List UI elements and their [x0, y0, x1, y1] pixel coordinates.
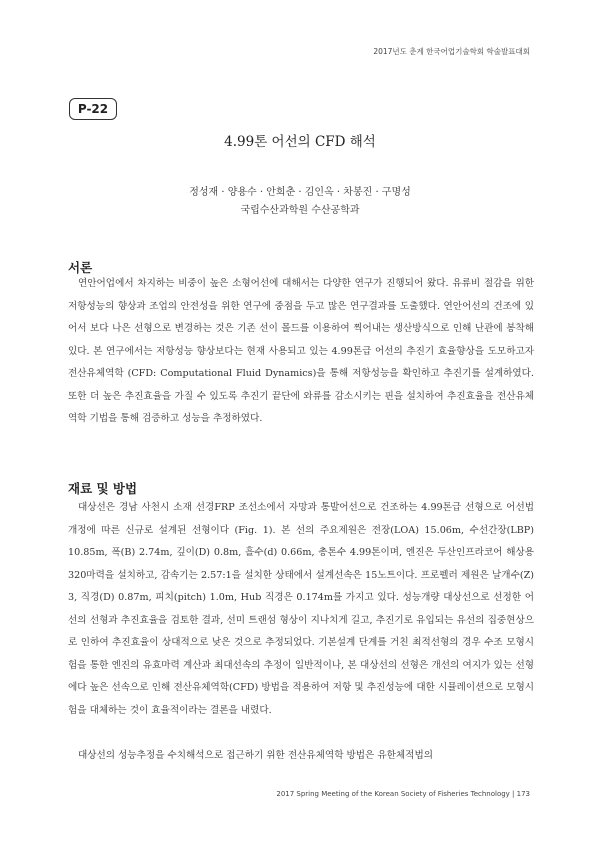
author-block [0, 184, 600, 220]
methods-paragraph-1: 대상선은 경남 사천시 소재 선경FRP 조선소에서 자망과 통발어선으로 건조하는 4.99톤급 선형으로 어선법 개정에 따른 신규로 설계된 선형이다 (Fig. 1). 본 선의 주요제원은 전장(LOA) 15.06m, 수선간장(LBP) 10.85m, 폭(B) 2.74m, 깊이(D) 0.8m, 흘수(d) 0.66m, 총톤수 4.99톤이며, 엔진은 두산인프라코어 해상용 320마력을 설치하고, 감속기는 2.57:1을 설치한 상태에서 설계선속은 15노트이다. 프로펠러 제원은 날개수(Z) 3, 직경(D) 0.87m, 피치(pitch) 1.0m, Hub 직경은 0.174m를 가지고 있다. 성능개량 대상선으로 선정한 어선의 선형과 추진효율을 검토한 결과, 선미 트랜섬 형상이 지나치게 길고, 추진기로 유입되는 유선의 집중현상으로 인하여 추진효율이 상대적으로 낮은 것으로 추정되었다. 기본설계 단계를 거친 최적선형의 경우 수조 모형시험을 통한 엔진의 유효마력 계산과 최대선속의 추정이 일반적이나, 본 대상선의 선형은 개선의 여지가 있는 선형에다 높은 선속으로 인해 전산유체역학(CFD) 방법을 적용하여 저항 및 추진성능에 대한 시뮬레이션으로 모형시험을 대체하는 것이 효율적이라는 결론을 내렸다. [68, 502, 534, 716]
poster-number-tag: P-22 [69, 98, 117, 120]
affiliation: 국립수산과학원 수산공학과 [240, 205, 360, 216]
introduction-paragraph: 연안어업에서 차지하는 비중이 높은 소형어선에 대해서는 다양한 연구가 진행되어 왔다. 유류비 절감을 위한 저항성능의 향상과 조업의 안전성을 위한 연구에 중점을 두고 많은 연구결과를 도출했다. 연안어선의 건조에 있어서 보다 나은 선형으로 변경하는 것은 기존 선이 몰드를 이용하여 찍어내는 생산방식으로 인해 난관에 봉착해있다. 본 연구에서는 저항성능 향상보다는 현재 사용되고 있는 4.99톤급 어선의 추진기 효율향상을 도모하고자 전산유체역학 (CFD: Computational Fluid Dynamics)을 통해 저항성능을 확인하고 추진기를 설계하였다. 또한 더 높은 추진효율을 가질 수 있도록 추진기 끝단에 와류를 감소시키는 핀을 설치하여 추진효율을 전산유체역학 기법을 통해 검증하고 성능을 추정하였다. [68, 278, 534, 424]
section-heading-methods: 재료 및 방법 [68, 481, 138, 496]
methods-paragraph-2: 대상선의 성능추정을 수치해석으로 접근하기 위한 전산유체역학 방법은 유한체적법의 [78, 750, 433, 761]
page-footer: 2017 Spring Meeting of the Korean Society of Fisheries Technology | 173 [276, 790, 530, 798]
section-heading-introduction: 서론 [68, 260, 93, 275]
paper-title: 4.99톤 어선의 CFD 해석 [224, 134, 376, 150]
conference-header: 2017년도 춘계 한국어업기술학회 학술발표대회 [373, 47, 530, 56]
author-list: 정성재 · 양용수 · 안희춘 · 김인옥 · 차봉진 · 구명성 [189, 187, 411, 198]
